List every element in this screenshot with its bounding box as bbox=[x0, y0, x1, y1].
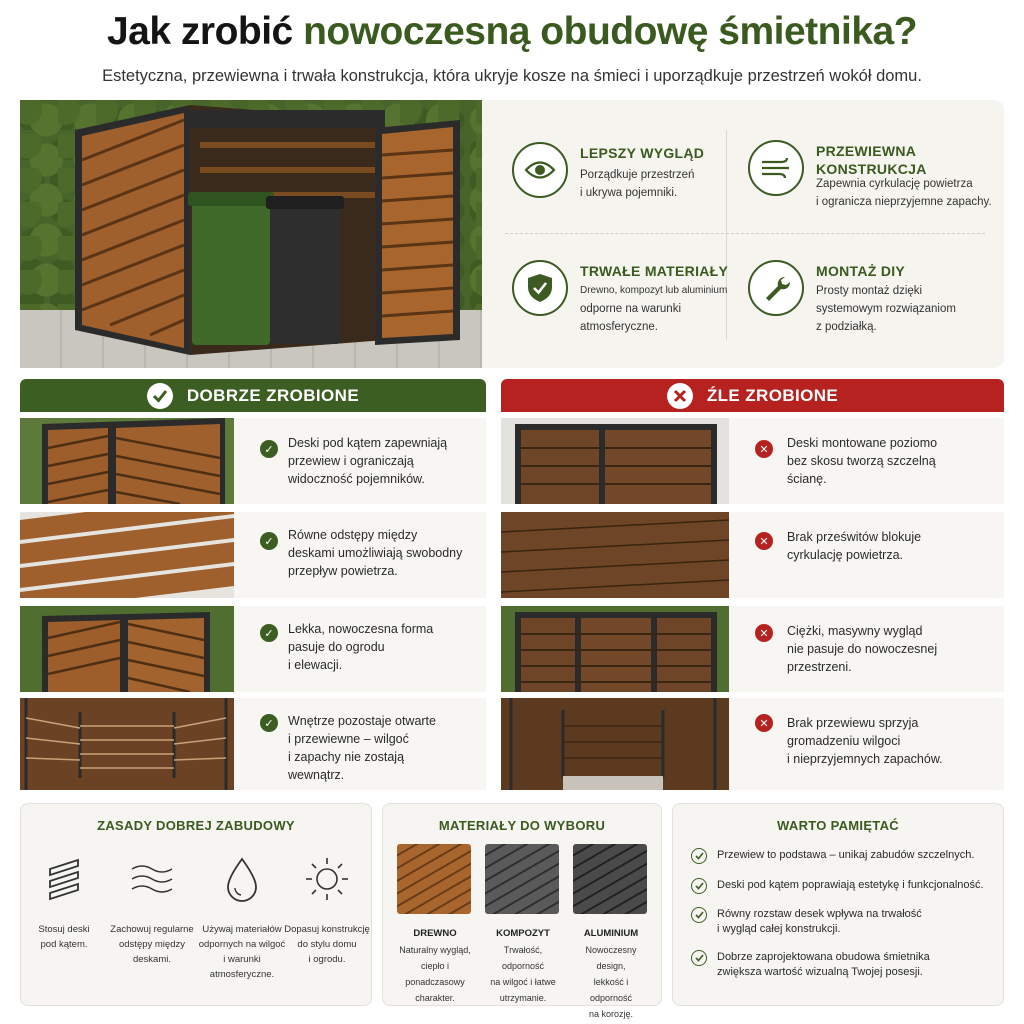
good-photo-light-form bbox=[20, 606, 234, 692]
rule-item: Zachowuj regularne odstępy między deskami. bbox=[105, 854, 199, 967]
check-icon bbox=[147, 383, 173, 409]
title-part-dark: Jak zrobić bbox=[106, 10, 304, 53]
material-aluminium: ALUMINIUM Nowoczesny design, lekkość i odporność na korozję. bbox=[573, 844, 649, 1022]
benefit-look bbox=[512, 142, 762, 262]
bad-row bbox=[501, 418, 1004, 504]
bad-photo-closed-interior bbox=[501, 698, 729, 790]
benefit-text: Zapewnia cyrkulację powietrza bbox=[816, 178, 973, 190]
benefit-text: Porządkuje przestrzeń bbox=[580, 169, 695, 181]
check-circle-icon: ✓ bbox=[260, 714, 278, 732]
benefit-title-line2: KONSTRUKCJA bbox=[816, 161, 927, 177]
page-subtitle: Estetyczna, przewiewna i trwała konstrukcja, która ukryje kosze na śmieci i uporządkuje przestrzeń wokół domu. bbox=[102, 67, 922, 85]
good-row-text: Lekka, nowoczesna forma pasuje do ogrodu i elewacji. bbox=[288, 622, 434, 672]
bad-section-header bbox=[501, 379, 1004, 412]
rules-card bbox=[20, 803, 372, 1006]
bad-row bbox=[501, 512, 1004, 598]
remember-item: Deski pod kątem poprawiają estetykę i funkcjonalność. bbox=[691, 878, 1001, 893]
wrench-icon bbox=[748, 260, 804, 316]
bad-row-text: Brak przewiewu sprzyja gromadzeniu wilgoci i nieprzyjemnych zapachów. bbox=[787, 716, 943, 766]
good-row bbox=[20, 512, 486, 598]
benefit-title: TRWAŁE MATERIAŁY bbox=[580, 263, 729, 279]
eye-icon bbox=[512, 142, 568, 198]
good-row-text: Deski pod kątem zapewniają przewiew i ograniczają widoczność pojemników. bbox=[288, 436, 448, 486]
good-section-title: DOBRZE ZROBIONE bbox=[186, 385, 360, 405]
benefit-diy bbox=[748, 260, 998, 380]
bad-photo-no-gaps bbox=[501, 512, 729, 598]
aluminium-swatch bbox=[573, 844, 647, 914]
material-wood: DREWNO Naturalny wygląd, ciepło i ponadczasowy charakter. bbox=[397, 844, 473, 1006]
title-part-green: nowoczesną obudowę śmietnika? bbox=[303, 10, 918, 53]
bad-row bbox=[501, 606, 1004, 692]
wood-swatch bbox=[397, 844, 471, 914]
benefit-text: i ukrywa pojemniki. bbox=[580, 187, 678, 199]
benefit-title: LEPSZY WYGLĄD bbox=[580, 145, 705, 161]
bin-enclosure-illustration bbox=[20, 100, 482, 368]
good-photo-open-interior bbox=[20, 698, 234, 790]
good-row-text: Wnętrze pozostaje otwarte i przewiewne – wilgoć i zapachy nie zostają wewnątrz. bbox=[288, 714, 436, 782]
material-composite: KOMPOZYT Trwałość, odporność na wilgoć i łatwe utrzymanie. bbox=[485, 844, 561, 1006]
check-circle-icon bbox=[691, 848, 707, 864]
bad-row-text: Ciężki, masywny wygląd nie pasuje do nowoczesnej przestrzeni. bbox=[787, 624, 938, 674]
good-photo-angled-boards bbox=[20, 418, 234, 504]
water-drop-icon bbox=[197, 854, 287, 904]
x-circle-icon: ✕ bbox=[755, 532, 773, 550]
rules-heading: ZASADY DOBREJ ZABUDOWY bbox=[97, 818, 295, 833]
good-row-text: Równe odstępy między deskami umożliwiają swobodny przepływ powietrza. bbox=[288, 528, 463, 578]
hero-photo bbox=[20, 100, 482, 368]
x-circle-icon: ✕ bbox=[755, 440, 773, 458]
good-row bbox=[20, 418, 486, 504]
x-icon bbox=[667, 383, 693, 409]
sun-icon bbox=[283, 854, 371, 904]
benefit-text: systemowym rozwiązaniom bbox=[816, 303, 956, 315]
remember-item: Równy rozstaw desek wpływa na trwałość i wygląd całej konstrukcji. bbox=[691, 907, 1001, 937]
bad-section-title: ŹLE ZROBIONE bbox=[706, 385, 839, 405]
bad-row-text: Brak prześwitów blokuje cyrkulację powietrza. bbox=[787, 530, 922, 562]
benefit-text: atmosferyczne. bbox=[580, 321, 658, 333]
page-title bbox=[0, 10, 1024, 54]
remember-item: Przewiew to podstawa – unikaj zabudów szczelnych. bbox=[691, 848, 1001, 863]
remember-heading: WARTO PAMIĘTAĆ bbox=[777, 818, 899, 833]
materials-card bbox=[382, 803, 662, 1019]
benefit-text: Prosty montaż dzięki bbox=[816, 285, 923, 297]
good-row bbox=[20, 698, 486, 790]
check-circle-icon bbox=[691, 907, 707, 923]
x-circle-icon: ✕ bbox=[755, 624, 773, 642]
benefit-text: odporne na warunki bbox=[580, 303, 682, 315]
benefit-materials bbox=[512, 260, 762, 380]
remember-card bbox=[672, 803, 1004, 1006]
benefit-title: PRZEWIEWNA bbox=[816, 143, 917, 159]
good-photo-spaced-boards bbox=[20, 512, 234, 598]
check-circle-icon bbox=[691, 950, 707, 966]
benefit-airflow bbox=[748, 140, 998, 260]
rule-item: Dopasuj konstrukcję do stylu domu i ogrodu. bbox=[283, 854, 371, 967]
x-circle-icon: ✕ bbox=[755, 714, 773, 732]
bad-row-text: Deski montowane poziomo bez skosu tworzą szczelną ścianę. bbox=[787, 436, 938, 486]
composite-swatch bbox=[485, 844, 559, 914]
check-circle-icon: ✓ bbox=[260, 624, 278, 642]
bad-photo-heavy-look bbox=[501, 606, 729, 692]
check-circle-icon: ✓ bbox=[260, 440, 278, 458]
materials-heading: MATERIAŁY DO WYBORU bbox=[438, 818, 606, 833]
bad-photo-horizontal-boards bbox=[501, 418, 729, 504]
slanted-boards-icon bbox=[21, 854, 107, 904]
shield-check-icon bbox=[512, 260, 568, 316]
check-circle-icon bbox=[691, 878, 707, 894]
rule-item: Używaj materiałów odpornych na wilgoć i warunki atmosferyczne. bbox=[197, 854, 287, 982]
wave-lines-icon bbox=[105, 854, 199, 904]
benefit-text: Drewno, kompozyt lub aluminium bbox=[580, 285, 728, 296]
wind-icon bbox=[748, 140, 804, 196]
good-section-header bbox=[20, 379, 486, 412]
good-row bbox=[20, 606, 486, 692]
benefit-title: MONTAŻ DIY bbox=[816, 263, 906, 279]
remember-item: Dobrze zaprojektowana obudowa śmietnika zwiększa wartość wizualną Twojej posesji. bbox=[691, 950, 1001, 980]
benefit-text: z podziałką. bbox=[816, 321, 877, 333]
rule-item: Stosuj deski pod kątem. bbox=[21, 854, 107, 952]
benefit-text: i ogranicza nieprzyjemne zapachy. bbox=[816, 196, 992, 208]
check-circle-icon: ✓ bbox=[260, 532, 278, 550]
bad-row bbox=[501, 698, 1004, 790]
